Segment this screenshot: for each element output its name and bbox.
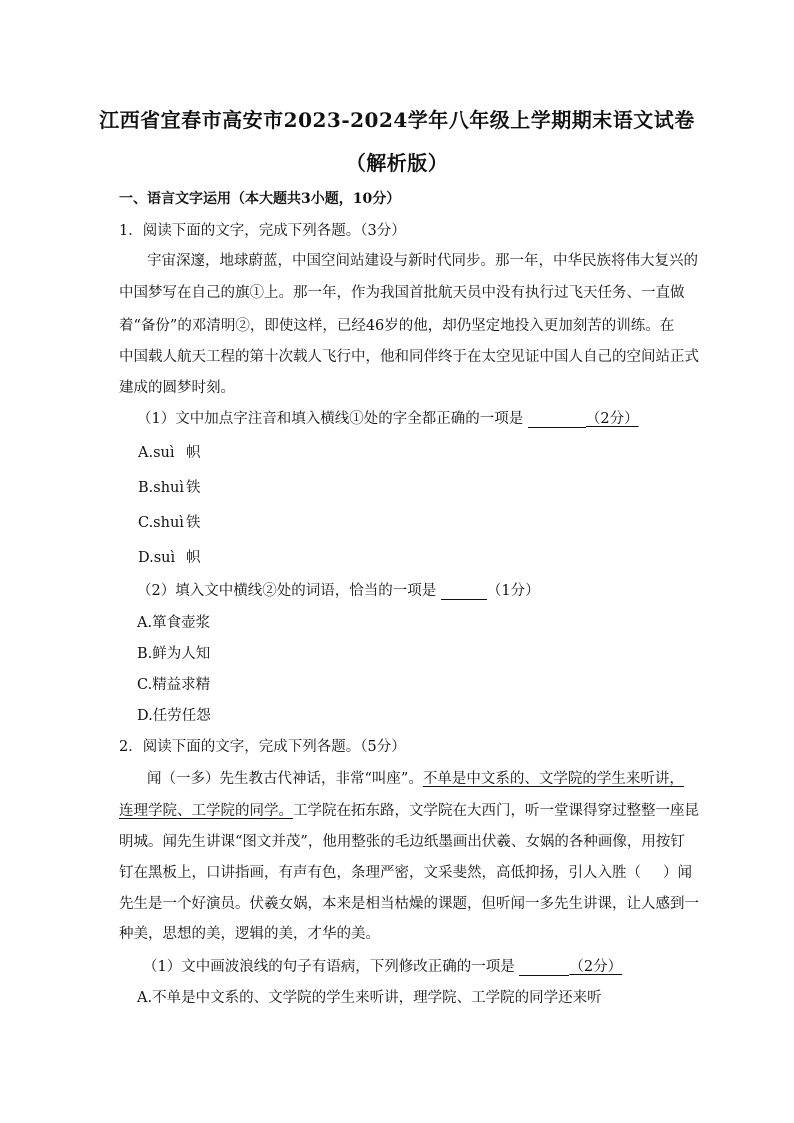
wavy-underlined-sentence: 连理学院、工学院的同学。 <box>119 803 293 819</box>
answer-blank[interactable] <box>528 413 586 428</box>
answer-blank[interactable] <box>441 585 487 600</box>
q1-sub1-prompt-text: （1）文中加点字注音和填入横线①处的字全都正确的一项是 <box>137 411 524 427</box>
exam-subtitle: （解析版） <box>345 151 449 175</box>
option-letter: A.suì <box>138 445 175 461</box>
question-1-stem: 1．阅读下面的文字，完成下列各题。（3分） <box>119 223 406 239</box>
option-letter: C.shuì <box>138 515 184 531</box>
option-text: 铁 <box>186 480 201 496</box>
q1-passage-line: 建成的圆梦时刻。 <box>119 380 235 396</box>
q1-passage-line: 中国载人航天工程的第十次载人飞行中，他和同伴终于在太空见证中国人自己的空间站正式 <box>119 349 699 365</box>
q1-sub2-prompt <box>137 579 540 600</box>
q1-option-d[interactable] <box>138 546 201 567</box>
q2-passage-line: 明城。闻先生讲课“图文并茂”，他用整张的毛边纸墨画出伏羲、女娲的各种画像，用按钉 <box>119 834 685 850</box>
q1-sub2-option-c[interactable]: C.精益求精 <box>137 677 211 693</box>
passage-text: ）闻 <box>663 865 692 881</box>
question-2-stem: 2．阅读下面的文字，完成下列各题。（5分） <box>119 739 406 755</box>
q1-passage-line: 着“备份”的邓清明②，即使这样，已经46岁的他，却仍坚定地投入更加刻苦的训练。在 <box>119 318 675 334</box>
q2-passage-line <box>119 861 692 882</box>
q1-sub2-option-a[interactable]: A.箪食壶浆 <box>137 615 211 631</box>
q2-passage-line: 种美，思想的美，逻辑的美，才华的美。 <box>119 926 380 942</box>
q2-sub1-prompt-text: （1）文中画波浪线的句子有语病，下列修改正确的一项是 <box>143 959 515 975</box>
exam-title: 江西省宜春市高安市2023-2024学年八年级上学期期末语文试卷 <box>99 108 695 132</box>
q1-option-b[interactable] <box>138 476 201 497</box>
q1-sub1-prompt <box>137 407 639 428</box>
q1-sub2-prompt-text: （2）填入文中横线②处的词语，恰当的一项是 <box>137 583 437 599</box>
section-heading: 一、语言文字运用（本大题共3小题，10分） <box>119 191 401 207</box>
option-letter: B.shuì <box>138 480 185 496</box>
q2-passage-line: 先生是一个好演员。伏羲女娲，本来是相当枯燥的课题，但听闻一多先生讲课，让人感到一 <box>119 896 699 912</box>
q1-passage-line: 宇宙深邃，地球蔚蓝，中国空间站建设与新时代同步。那一年，中华民族将伟大复兴的 <box>147 253 698 269</box>
q1-sub2-option-b[interactable]: B.鲜为人知 <box>137 646 211 662</box>
q1-sub1-score: （2分） <box>585 411 639 427</box>
q2-passage-line <box>147 767 684 788</box>
q1-option-c[interactable] <box>138 511 201 532</box>
q1-passage-line: 中国梦写在自己的旗①上。那一年，作为我国首批航天员中没有执行过飞天任务、一直做 <box>119 285 685 301</box>
passage-text: 工学院在拓东路，文学院在大西门，听一堂课得穿过整整一座昆 <box>293 803 699 819</box>
q2-sub1-prompt <box>143 955 622 976</box>
q1-sub2-option-d[interactable]: D.任劳任怨 <box>137 708 211 724</box>
q2-sub1-score: （2分） <box>569 959 623 975</box>
q2-passage-line <box>119 799 699 820</box>
answer-blank[interactable] <box>519 961 569 976</box>
passage-text: 钉在黑板上，口讲指画，有声有色，条理严密，文采斐然，高低抑扬，引人入胜（ <box>119 865 641 881</box>
q1-sub2-score: （1分） <box>486 583 540 599</box>
q2-sub1-option-a[interactable]: A.不单是中文系的、文学院的学生来听讲，理学院、工学院的同学还来听 <box>137 990 602 1006</box>
option-text: 帜 <box>186 445 201 461</box>
q1-option-a[interactable] <box>138 441 201 462</box>
passage-text: 闻（一多）先生教古代神话，非常“叫座”。 <box>147 771 423 787</box>
option-text: 铁 <box>186 515 201 531</box>
option-text: 帜 <box>186 550 201 566</box>
option-letter: D.suì <box>138 550 176 566</box>
wavy-underlined-sentence: 不单是中文系的、文学院的学生来听讲， <box>422 771 684 787</box>
